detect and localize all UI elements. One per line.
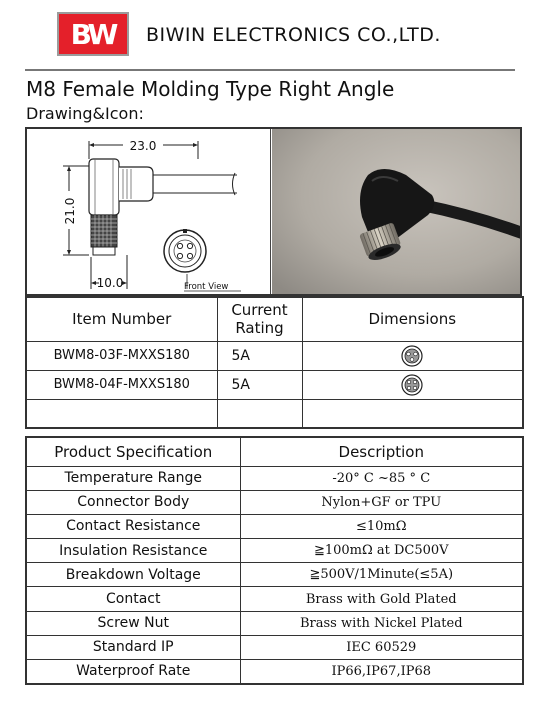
rating-cell: 5A [217, 370, 302, 399]
table-row [26, 563, 523, 587]
item-table-header [26, 297, 523, 341]
current-rating-header-line2: Rating [235, 319, 284, 338]
description-header: Description [240, 437, 523, 466]
product-photo [272, 129, 520, 294]
drawing-panel [25, 127, 522, 296]
spec-value: ≤10mΩ [240, 514, 523, 538]
current-rating-header [217, 297, 302, 341]
technical-drawing [27, 129, 271, 294]
spec-label: Standard IP [26, 635, 240, 659]
spec-label: Breakdown Voltage [26, 563, 240, 587]
spec-value: ≧500V/1Minute(≤5A) [240, 563, 523, 587]
header-divider [25, 69, 515, 71]
table-row [26, 370, 523, 399]
spec-value: ≧100mΩ at DC500V [240, 539, 523, 563]
product-title: M8 Female Molding Type Right Angle [26, 77, 395, 101]
item-number-header: Item Number [26, 297, 217, 341]
dimension-cell [302, 370, 523, 399]
company-logo [57, 12, 129, 56]
page-header [0, 0, 539, 70]
current-rating-header-line1: Current [231, 301, 288, 320]
spec-label: Temperature Range [26, 466, 240, 490]
table-row [26, 611, 523, 635]
empty-cell [26, 399, 217, 428]
spec-label: Contact [26, 587, 240, 611]
spec-label: Contact Resistance [26, 514, 240, 538]
spec-value: Nylon+GF or TPU [240, 490, 523, 514]
3-pin-face-icon [401, 345, 423, 367]
table-row [26, 514, 523, 538]
spec-value: Brass with Nickel Plated [240, 611, 523, 635]
item-number-cell: BWM8-04F-MXXS180 [26, 370, 217, 399]
rating-cell: 5A [217, 341, 302, 370]
4-pin-face-icon [401, 374, 423, 396]
spec-value: IP66,IP67,IP68 [240, 660, 523, 684]
table-row [26, 490, 523, 514]
dimensions-header: Dimensions [302, 297, 523, 341]
empty-cell [217, 399, 302, 428]
logo-text: BW [70, 17, 116, 51]
dim-bottom-label: 10.0 [96, 276, 124, 290]
dim-height-label: 21.0 [63, 197, 77, 225]
table-row [26, 539, 523, 563]
spec-table [25, 436, 524, 685]
table-row [26, 660, 523, 684]
spec-label: Screw Nut [26, 611, 240, 635]
spec-table-header [26, 437, 523, 466]
connector-drawing-svg [27, 129, 271, 294]
empty-row [26, 399, 523, 428]
dim-width-label: 23.0 [129, 139, 157, 153]
table-row [26, 341, 523, 370]
drawing-label: Drawing&Icon: [26, 104, 144, 123]
front-view-label: Front View [184, 282, 229, 292]
spec-value: IEC 60529 [240, 635, 523, 659]
spec-header: Product Specification [26, 437, 240, 466]
empty-cell [302, 399, 523, 428]
spec-value: Brass with Gold Plated [240, 587, 523, 611]
spec-label: Insulation Resistance [26, 539, 240, 563]
table-row [26, 587, 523, 611]
spec-label: Connector Body [26, 490, 240, 514]
table-row [26, 635, 523, 659]
item-number-cell: BWM8-03F-MXXS180 [26, 341, 217, 370]
company-name: BIWIN ELECTRONICS CO.,LTD. [146, 24, 441, 46]
dimension-cell [302, 341, 523, 370]
spec-label: Waterproof Rate [26, 660, 240, 684]
spec-value: -20° C ~85 ° C [240, 466, 523, 490]
item-table [25, 296, 524, 429]
table-row [26, 466, 523, 490]
